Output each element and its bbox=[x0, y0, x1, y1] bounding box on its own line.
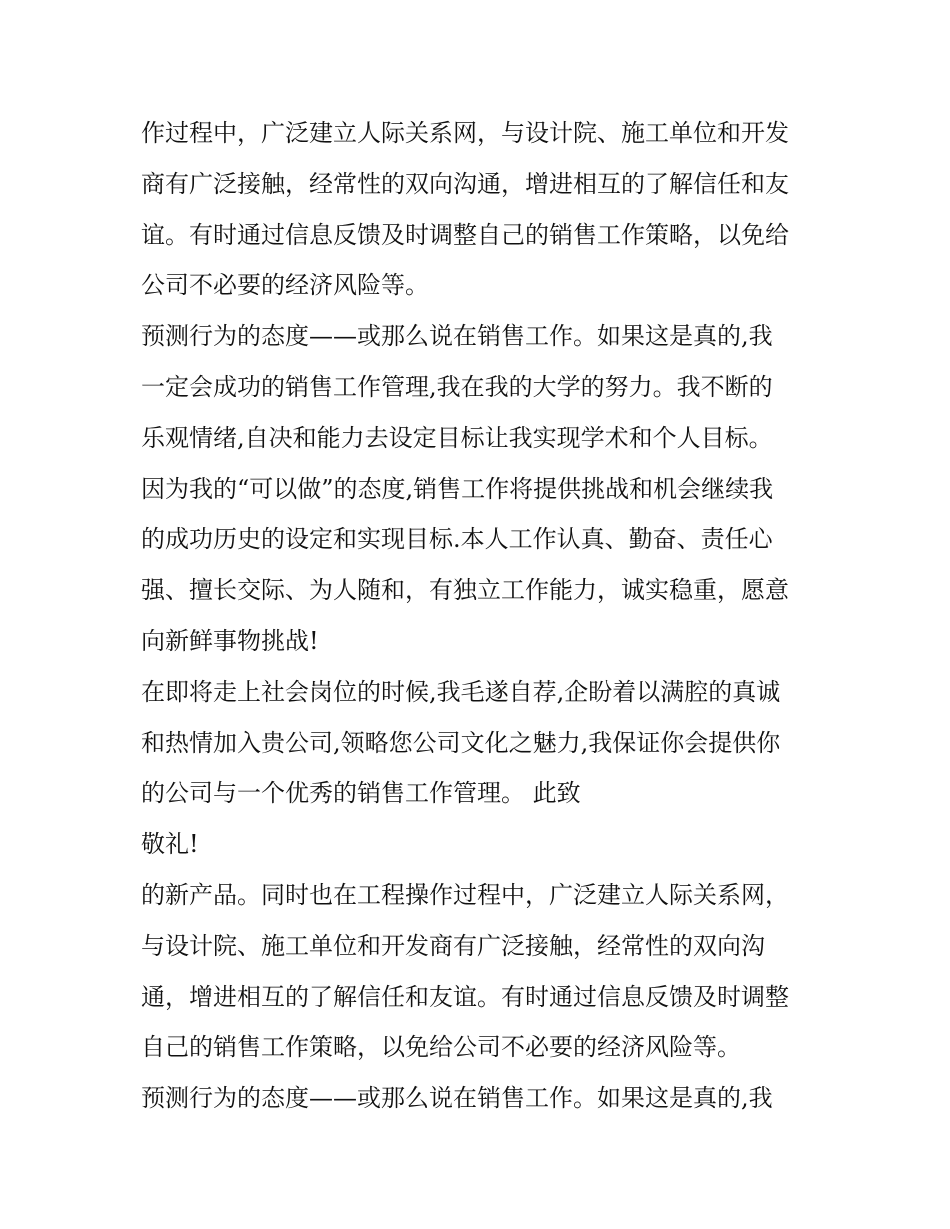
text-line: 的公司与一个优秀的销售工作管理。 此致 bbox=[141, 779, 581, 808]
text-line: 敬礼! bbox=[141, 830, 199, 859]
text-line: 与设计院、施工单位和开发商有广泛接触，经常性的双向沟 bbox=[141, 931, 765, 960]
text-line: 和热情加入贵公司,领略您公司文化之魅力,我保证你会提供你 bbox=[141, 728, 781, 757]
text-line: 谊。有时通过信息反馈及时调整自己的销售工作策略，以免给 bbox=[141, 220, 789, 249]
text-line: 通，增进相互的了解信任和友谊。有时通过信息反馈及时调整 bbox=[141, 982, 789, 1011]
text-line: 向新鲜事物挑战! bbox=[141, 626, 319, 655]
text-line: 的新产品。同时也在工程操作过程中，广泛建立人际关系网， bbox=[141, 880, 789, 909]
text-line: 在即将走上社会岗位的时候,我毛遂自荐,企盼着以满腔的真诚 bbox=[141, 677, 781, 706]
text-line: 公司不必要的经济风险等。 bbox=[141, 271, 429, 300]
text-line: 自己的销售工作策略，以免给公司不必要的经济风险等。 bbox=[141, 1033, 741, 1062]
text-line: 预测行为的态度——或那么说在销售工作。如果这是真的,我 bbox=[141, 322, 773, 351]
text-line: 因为我的“可以做”的态度,销售工作将提供挑战和机会继续我 bbox=[141, 474, 774, 503]
text-line: 的成功历史的设定和实现目标.本人工作认真、勤奋、责任心 bbox=[141, 525, 773, 554]
text-line: 强、擅长交际、为人随和，有独立工作能力，诚实稳重，愿意 bbox=[141, 576, 789, 605]
text-line: 商有广泛接触，经常性的双向沟通，增进相互的了解信任和友 bbox=[141, 169, 789, 198]
text-line: 一定会成功的销售工作管理,我在我的大学的努力。我不断的 bbox=[141, 372, 773, 401]
body-text bbox=[141, 108, 821, 1124]
text-line: 作过程中，广泛建立人际关系网，与设计院、施工单位和开发 bbox=[141, 119, 789, 147]
text-line: 预测行为的态度——或那么说在销售工作。如果这是真的,我 bbox=[141, 1084, 773, 1113]
text-line: 乐观情绪,自决和能力去设定目标让我实现学术和个人目标。 bbox=[141, 423, 773, 452]
